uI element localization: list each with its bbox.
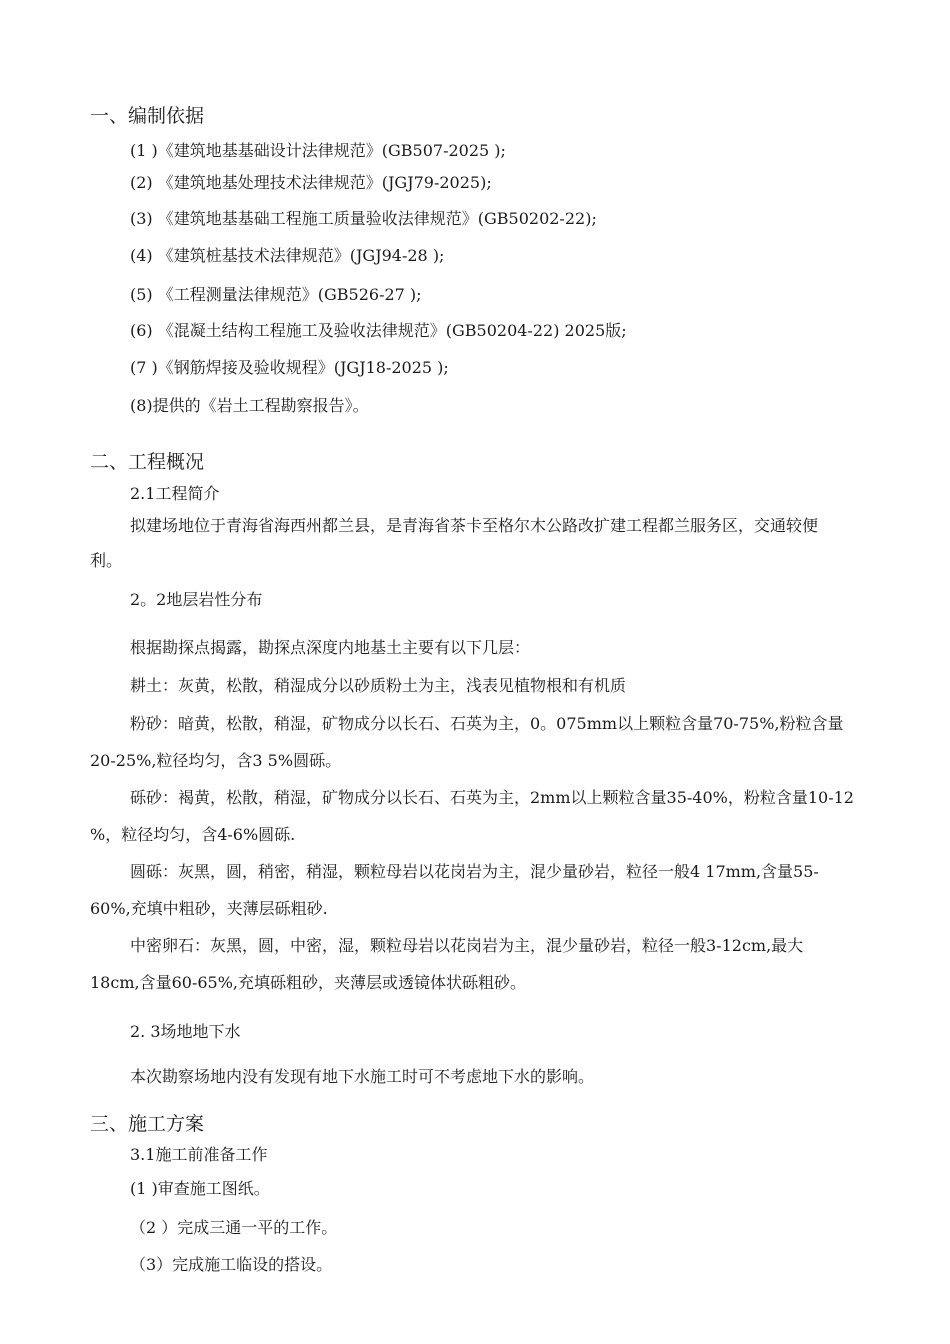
- paragraph-lisha-line-2: %，粒径均匀，含4-6%圆砾.: [90, 825, 296, 844]
- paragraph-intro-line-1: 拟建场地位于青海省海西州都兰县，是青海省茶卡至格尔木公路改扩建工程都兰服务区，交通较便: [130, 516, 819, 535]
- paragraph-fensha-line-1: 粉砂：暗黄，松散，稍湿，矿物成分以长石、石英为主，0。075mm以上颗粒含量70-75%,粉粒含量: [130, 714, 844, 733]
- paragraph-lisha-line-1: 砾砂：褐黄，松散，稍湿，矿物成分以长石、石英为主，2mm以上颗粒含量35-40%，粉粒含量10-12: [130, 788, 854, 807]
- subsection-title-3-1: 3.1施工前准备工作: [130, 1145, 268, 1164]
- paragraph-fensha-line-2: 20-25%,粒径均匀，含3 5%圆砾。: [90, 751, 342, 770]
- reference-item-1: (1 )《建筑地基基础设计法律规范》(GB507-2025 );: [130, 141, 506, 160]
- reference-item-5: (5) 《工程测量法律规范》(GB526-27 );: [130, 285, 422, 304]
- reference-item-3: (3) 《建筑地基基础工程施工质量验收法律规范》(GB50202-22);: [130, 209, 597, 228]
- paragraph-layers-intro: 根据勘探点揭露，勘探点深度内地基土主要有以下几层：: [130, 638, 531, 657]
- paragraph-gengtu: 耕土：灰黄，松散，稍湿成分以砂质粉土为主，浅表见植物根和有机质: [130, 676, 627, 695]
- section-heading-3: 三、施工方案: [90, 1113, 205, 1135]
- paragraph-groundwater: 本次勘察场地内没有发现有地下水施工时可不考虑地下水的影响。: [130, 1067, 595, 1086]
- reference-item-7: (7 )《钢筋焊接及验收规程》(JGJ18-2025 );: [130, 358, 449, 377]
- prep-item-1: (1 )审查施工图纸。: [130, 1179, 270, 1198]
- prep-item-2: （2 ）完成三通一平的工作。: [130, 1218, 338, 1237]
- section-heading-1: 一、编制依据: [90, 105, 205, 127]
- reference-item-4: (4) 《建筑桩基技术法律规范》(JGJ94-28 );: [130, 246, 445, 265]
- subsection-title-2-2: 2。2地层岩性分布: [130, 590, 263, 609]
- prep-item-3: （3）完成施工临设的搭设。: [130, 1255, 333, 1274]
- paragraph-intro-line-2: 利。: [90, 551, 123, 570]
- subsection-title-2-1: 2.1工程简介: [130, 484, 220, 503]
- reference-item-6: (6) 《混凝土结构工程施工及验收法律规范》(GB50204-22) 2025版;: [130, 321, 627, 340]
- subsection-title-2-3: 2. 3场地地下水: [130, 1022, 241, 1041]
- paragraph-luanshi-line-2: 18cm,含量60-65%,充填砾粗砂，夹薄层或透镜体状砾粗砂。: [90, 973, 526, 992]
- paragraph-yuanli-line-1: 圆砾：灰黑，圆，稍密，稍湿，颗粒母岩以花岗岩为主，混少量砂岩，粒径一般4 17mm,含量55-: [130, 862, 819, 881]
- reference-item-8: (8)提供的《岩土工程勘察报告》。: [130, 396, 369, 415]
- paragraph-yuanli-line-2: 60%,充填中粗砂，夹薄层砾粗砂.: [90, 899, 328, 918]
- reference-item-2: (2) 《建筑地基处理技术法律规范》(JGJ79-2025);: [130, 173, 492, 192]
- paragraph-luanshi-line-1: 中密卵石：灰黑，圆，中密，湿，颗粒母岩以花岗岩为主，混少量砂岩，粒径一般3-12cm,最大: [130, 936, 804, 955]
- section-heading-2: 二、工程概况: [90, 451, 205, 473]
